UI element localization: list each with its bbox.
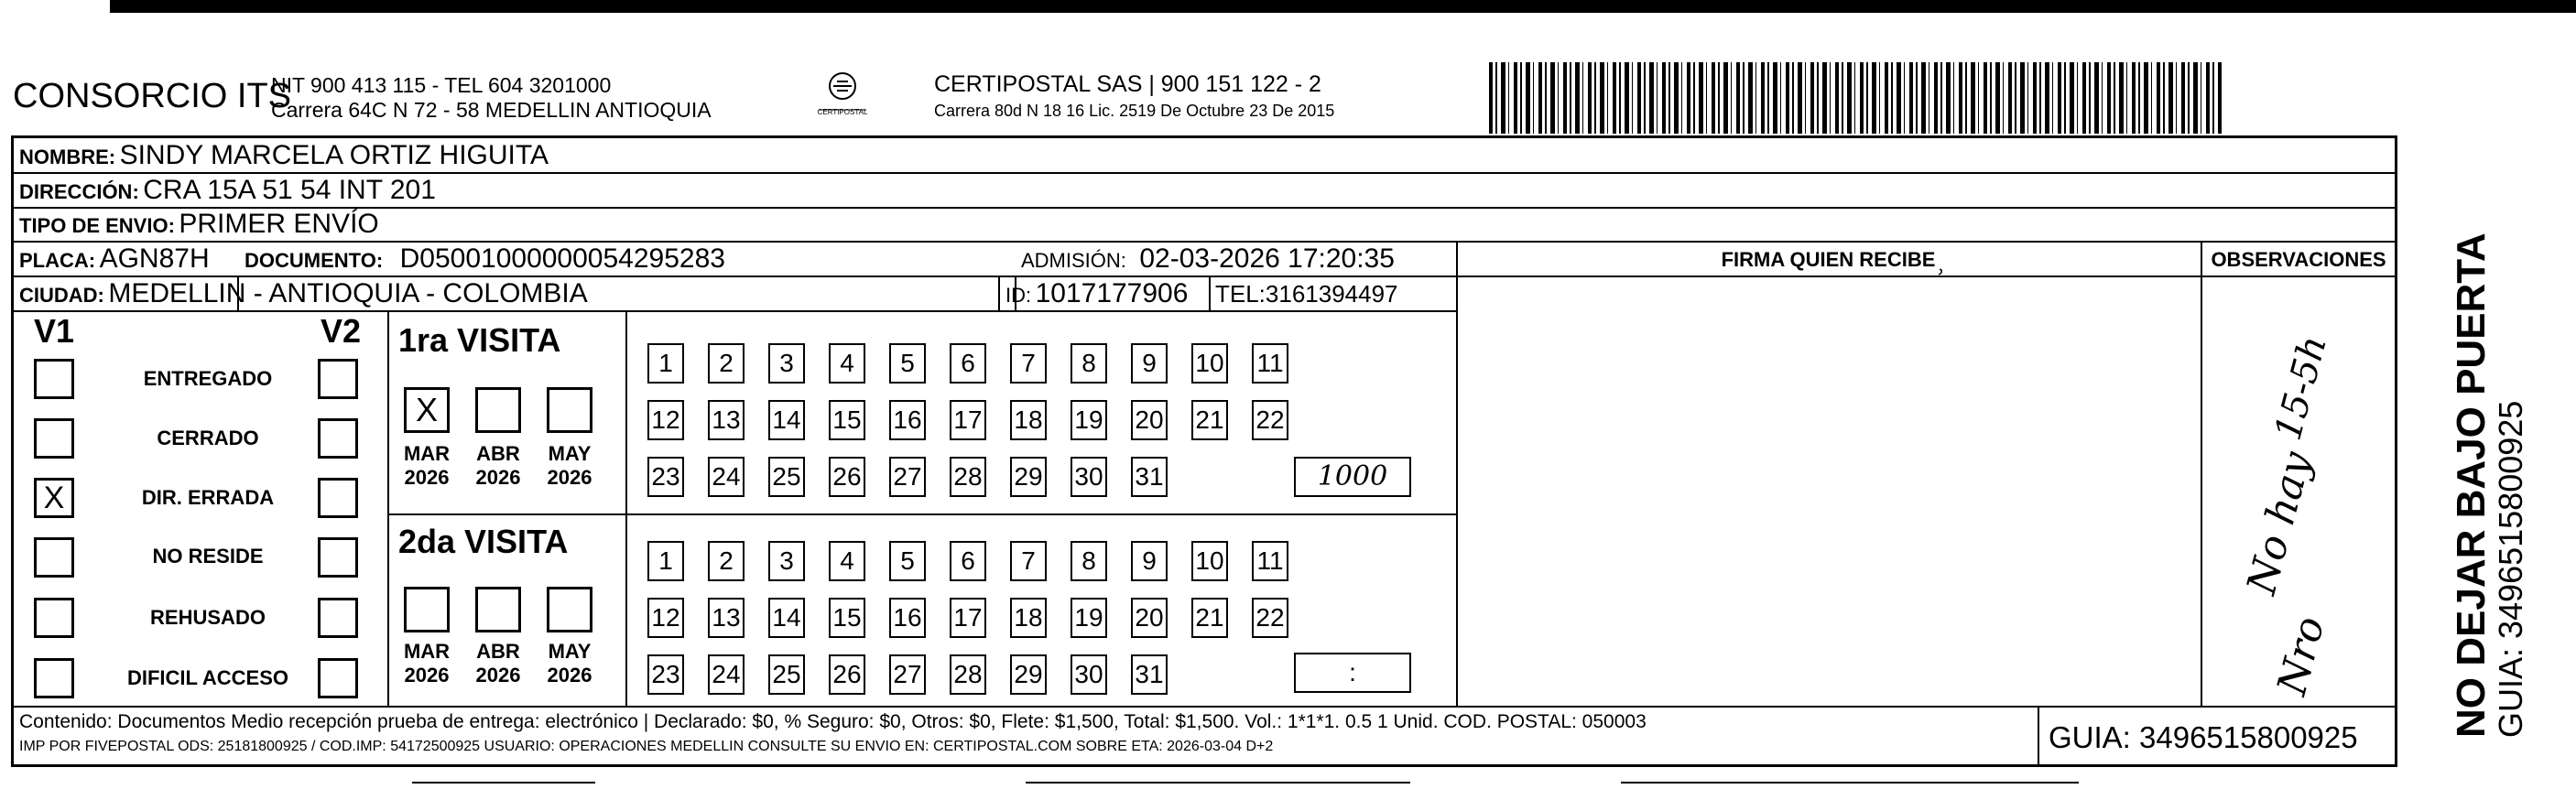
visit1-day-10[interactable]: 10 <box>1191 343 1228 384</box>
visit2-day-1[interactable]: 1 <box>647 541 684 581</box>
v2-header: V2 <box>321 312 362 350</box>
visit1-title: 1ra VISITA <box>398 321 561 359</box>
bottom-rule-center <box>1026 782 1410 784</box>
visit1-time-box[interactable]: 1000 <box>1294 457 1411 497</box>
visit2-day-4[interactable]: 4 <box>829 541 865 581</box>
carrier-line: CERTIPOSTAL SAS | 900 151 122 - 2 <box>934 71 1321 97</box>
v2-dir-errada-checkbox[interactable] <box>318 478 358 518</box>
visit1-day-25[interactable]: 25 <box>768 457 805 497</box>
visit1-day-22[interactable]: 22 <box>1252 400 1288 440</box>
v1-dir-errada-checkbox[interactable]: X <box>34 478 74 518</box>
visit1-day-20[interactable]: 20 <box>1131 400 1168 440</box>
visit2-day-23[interactable]: 23 <box>647 654 684 695</box>
footer-impresion: IMP POR FIVEPOSTAL ODS: 25181800925 / COD.IMP: 54172500925 USUARIO: OPERACIONES MEDELLIN CONSULTE SU ENVIO EN: CERTIPOSTAL.COM SOBRE ETA: 2026-03-04 D+2 <box>19 739 1274 754</box>
visit1-day-12[interactable]: 12 <box>647 400 684 440</box>
visit1-day-3[interactable]: 3 <box>768 343 805 384</box>
visit1-day-19[interactable]: 19 <box>1071 400 1107 440</box>
tipo-envio-row <box>19 209 379 240</box>
v2-rehusado-checkbox[interactable] <box>318 598 358 638</box>
footer-contenido: Contenido: Documentos Medio recepción prueba de entrega: electrónico | Declarado: $0, % Seguro: $0, Otros: $0, Flete: $1,500, Total: $1,500. Vol.: 1*1*1. 0.5 1 Unid. COD. POSTAL: 050003 <box>19 711 1647 732</box>
status-entregado: ENTREGADO <box>143 367 273 390</box>
direccion-label: DIRECCIÓN: <box>19 180 139 203</box>
visit1-day-5[interactable]: 5 <box>889 343 926 384</box>
visit2-day-31[interactable]: 31 <box>1131 654 1168 695</box>
visit1-day-23[interactable]: 23 <box>647 457 684 497</box>
v1-entregado-checkbox[interactable] <box>34 359 74 399</box>
admision-label: ADMISIÓN: <box>1021 249 1126 272</box>
v1-no-reside-checkbox[interactable] <box>34 537 74 578</box>
visit2-day-11[interactable]: 11 <box>1252 541 1288 581</box>
visit1-day-2[interactable]: 2 <box>708 343 745 384</box>
visit1-day-27[interactable]: 27 <box>889 457 926 497</box>
visit2-month-may: MAY 2026 <box>547 640 592 686</box>
visit2-day-19[interactable]: 19 <box>1071 598 1107 638</box>
documento-field <box>245 243 725 275</box>
ciudad-field <box>19 278 588 309</box>
tel-label: TEL: <box>1215 280 1266 308</box>
visit2-day-18[interactable]: 18 <box>1010 598 1047 638</box>
company-name: CONSORCIO ITS <box>13 77 292 115</box>
visit1-day-15[interactable]: 15 <box>829 400 865 440</box>
v1-dificil-acceso-checkbox[interactable] <box>34 658 74 698</box>
visit2-day-9[interactable]: 9 <box>1131 541 1168 581</box>
placa-field <box>19 243 210 275</box>
placa-label: PLACA: <box>19 249 96 272</box>
visit2-day-6[interactable]: 6 <box>950 541 986 581</box>
visit1-day-28[interactable]: 28 <box>950 457 986 497</box>
v1-cerrado-checkbox[interactable] <box>34 418 74 459</box>
visit2-day-29[interactable]: 29 <box>1010 654 1047 695</box>
visit2-day-22[interactable]: 22 <box>1252 598 1288 638</box>
tipo-envio-value: PRIMER ENVÍO <box>179 209 379 239</box>
visit2-day-25[interactable]: 25 <box>768 654 805 695</box>
visit2-day-24[interactable]: 24 <box>708 654 745 695</box>
admision-value: 02-03-2026 17:20:35 <box>1139 243 1395 274</box>
status-no-reside: NO RESIDE <box>152 545 264 567</box>
footer-guia: GUIA: 3496515800925 <box>2049 720 2358 754</box>
visit1-day-21[interactable]: 21 <box>1191 400 1228 440</box>
visit2-day-30[interactable]: 30 <box>1071 654 1107 695</box>
v2-dificil-acceso-checkbox[interactable] <box>318 658 358 698</box>
visit1-month-may-checkbox[interactable] <box>547 387 592 433</box>
direccion-row <box>19 175 436 206</box>
visit1-day-29[interactable]: 29 <box>1010 457 1047 497</box>
delivery-form <box>11 135 2397 767</box>
visit1-day-24[interactable]: 24 <box>708 457 745 497</box>
logo-text: CERTIPOSTAL <box>817 108 868 116</box>
visit2-month-may-checkbox[interactable] <box>547 587 592 632</box>
visit2-time-box[interactable]: : <box>1294 653 1411 693</box>
company-address: Carrera 64C N 72 - 58 MEDELLIN ANTIOQUIA <box>271 98 712 122</box>
ciudad-label: CIUDAD: <box>19 284 104 307</box>
id-label: ID: <box>1005 284 1032 307</box>
tipo-envio-label: TIPO DE ENVIO: <box>19 214 175 237</box>
visit1-day-6[interactable]: 6 <box>950 343 986 384</box>
v1-header: V1 <box>34 312 75 350</box>
v2-cerrado-checkbox[interactable] <box>318 418 358 459</box>
visit2-day-27[interactable]: 27 <box>889 654 926 695</box>
observacion-hand-1: 15-5h <box>2266 331 2335 445</box>
status-cerrado: CERRADO <box>157 427 259 449</box>
company-info <box>271 73 712 123</box>
visit2-day-28[interactable]: 28 <box>950 654 986 695</box>
visit1-day-26[interactable]: 26 <box>829 457 865 497</box>
status-dir-errada: DIR. ERRADA <box>141 486 275 509</box>
visit1-day-8[interactable]: 8 <box>1071 343 1107 384</box>
visit2-day-14[interactable]: 14 <box>768 598 805 638</box>
visit2-day-8[interactable]: 8 <box>1071 541 1107 581</box>
ciudad-value: MEDELLIN - ANTIOQUIA - COLOMBIA <box>108 278 588 308</box>
v2-entregado-checkbox[interactable] <box>318 359 358 399</box>
side-label <box>2451 232 2529 738</box>
signature-mark: ˒ <box>1937 260 1944 287</box>
side-guia: GUIA: 3496515800925 <box>2492 400 2529 738</box>
v1-rehusado-checkbox[interactable] <box>34 598 74 638</box>
visit1-month-mar-checkbox[interactable]: X <box>404 387 450 433</box>
visit1-day-7[interactable]: 7 <box>1010 343 1047 384</box>
observaciones-header: OBSERVACIONES <box>2211 248 2386 271</box>
observacion-hand-3: Nro <box>2268 611 2334 700</box>
bottom-rule-left <box>412 782 595 784</box>
visit1-day-14[interactable]: 14 <box>768 400 805 440</box>
status-rehusado: REHUSADO <box>150 606 266 629</box>
id-value: 1017177906 <box>1035 278 1189 308</box>
barcode <box>1489 62 2222 134</box>
visit2-month-mar: MAR 2026 <box>403 640 451 686</box>
visit2-day-10[interactable]: 10 <box>1191 541 1228 581</box>
visit1-day-4[interactable]: 4 <box>829 343 865 384</box>
firma-header: FIRMA QUIEN RECIBE <box>1721 248 1936 271</box>
visit2-day-2[interactable]: 2 <box>708 541 745 581</box>
visit2-day-17[interactable]: 17 <box>950 598 986 638</box>
visit2-day-7[interactable]: 7 <box>1010 541 1047 581</box>
nombre-label: NOMBRE: <box>19 146 116 168</box>
visit2-day-20[interactable]: 20 <box>1131 598 1168 638</box>
documento-value: D05001000000054295283 <box>399 243 725 274</box>
visit2-day-13[interactable]: 13 <box>708 598 745 638</box>
nit-line: NIT 900 413 115 - TEL 604 3201000 <box>271 73 612 97</box>
nombre-row <box>19 140 549 171</box>
visit1-month-abr-checkbox[interactable] <box>475 387 521 433</box>
status-dificil-acceso: DIFICIL ACCESO <box>126 666 288 689</box>
placa-value: AGN87H <box>99 243 210 274</box>
visit2-month-mar-checkbox[interactable] <box>404 587 450 632</box>
visit2-title: 2da VISITA <box>398 523 569 560</box>
visit1-day-30[interactable]: 30 <box>1071 457 1107 497</box>
documento-label: DOCUMENTO: <box>245 249 384 272</box>
carrier-address: Carrera 80d N 18 16 Lic. 2519 De Octubre 23 De 2015 <box>934 102 1335 120</box>
admision-field <box>1021 243 1395 275</box>
tel-field <box>1215 280 1398 308</box>
nombre-value: SINDY MARCELA ORTIZ HIGUITA <box>119 140 549 170</box>
direccion-value: CRA 15A 51 54 INT 201 <box>143 175 436 205</box>
carrier-info <box>934 71 1334 121</box>
top-edge-bar <box>110 0 2576 13</box>
v2-no-reside-checkbox[interactable] <box>318 537 358 578</box>
visit1-day-16[interactable]: 16 <box>889 400 926 440</box>
visit2-month-abr: ABR 2026 <box>475 640 521 686</box>
visit2-day-15[interactable]: 15 <box>829 598 865 638</box>
visit1-day-11[interactable]: 11 <box>1252 343 1288 384</box>
visit1-month-may: MAY 2026 <box>547 442 592 489</box>
visit2-day-21[interactable]: 21 <box>1191 598 1228 638</box>
visit2-day-12[interactable]: 12 <box>647 598 684 638</box>
visit2-month-abr-checkbox[interactable] <box>475 587 521 632</box>
visit1-month-mar: MAR 2026 <box>403 442 451 489</box>
visit2-day-5[interactable]: 5 <box>889 541 926 581</box>
visit1-month-abr: ABR 2026 <box>475 442 521 489</box>
visit1-day-17[interactable]: 17 <box>950 400 986 440</box>
visit1-day-18[interactable]: 18 <box>1010 400 1047 440</box>
visit2-day-16[interactable]: 16 <box>889 598 926 638</box>
visit1-day-9[interactable]: 9 <box>1131 343 1168 384</box>
visit1-day-13[interactable]: 13 <box>708 400 745 440</box>
visit1-day-31[interactable]: 31 <box>1131 457 1168 497</box>
tel-value: 3161394497 <box>1265 280 1398 308</box>
side-title: NO DEJAR BAJO PUERTA <box>2449 232 2494 738</box>
bottom-rule-right <box>1621 782 2079 784</box>
visit1-day-1[interactable]: 1 <box>647 343 684 384</box>
visit2-day-26[interactable]: 26 <box>829 654 865 695</box>
id-field <box>1005 278 1188 309</box>
observacion-hand-2: No hay <box>2238 447 2321 600</box>
visit2-day-3[interactable]: 3 <box>768 541 805 581</box>
